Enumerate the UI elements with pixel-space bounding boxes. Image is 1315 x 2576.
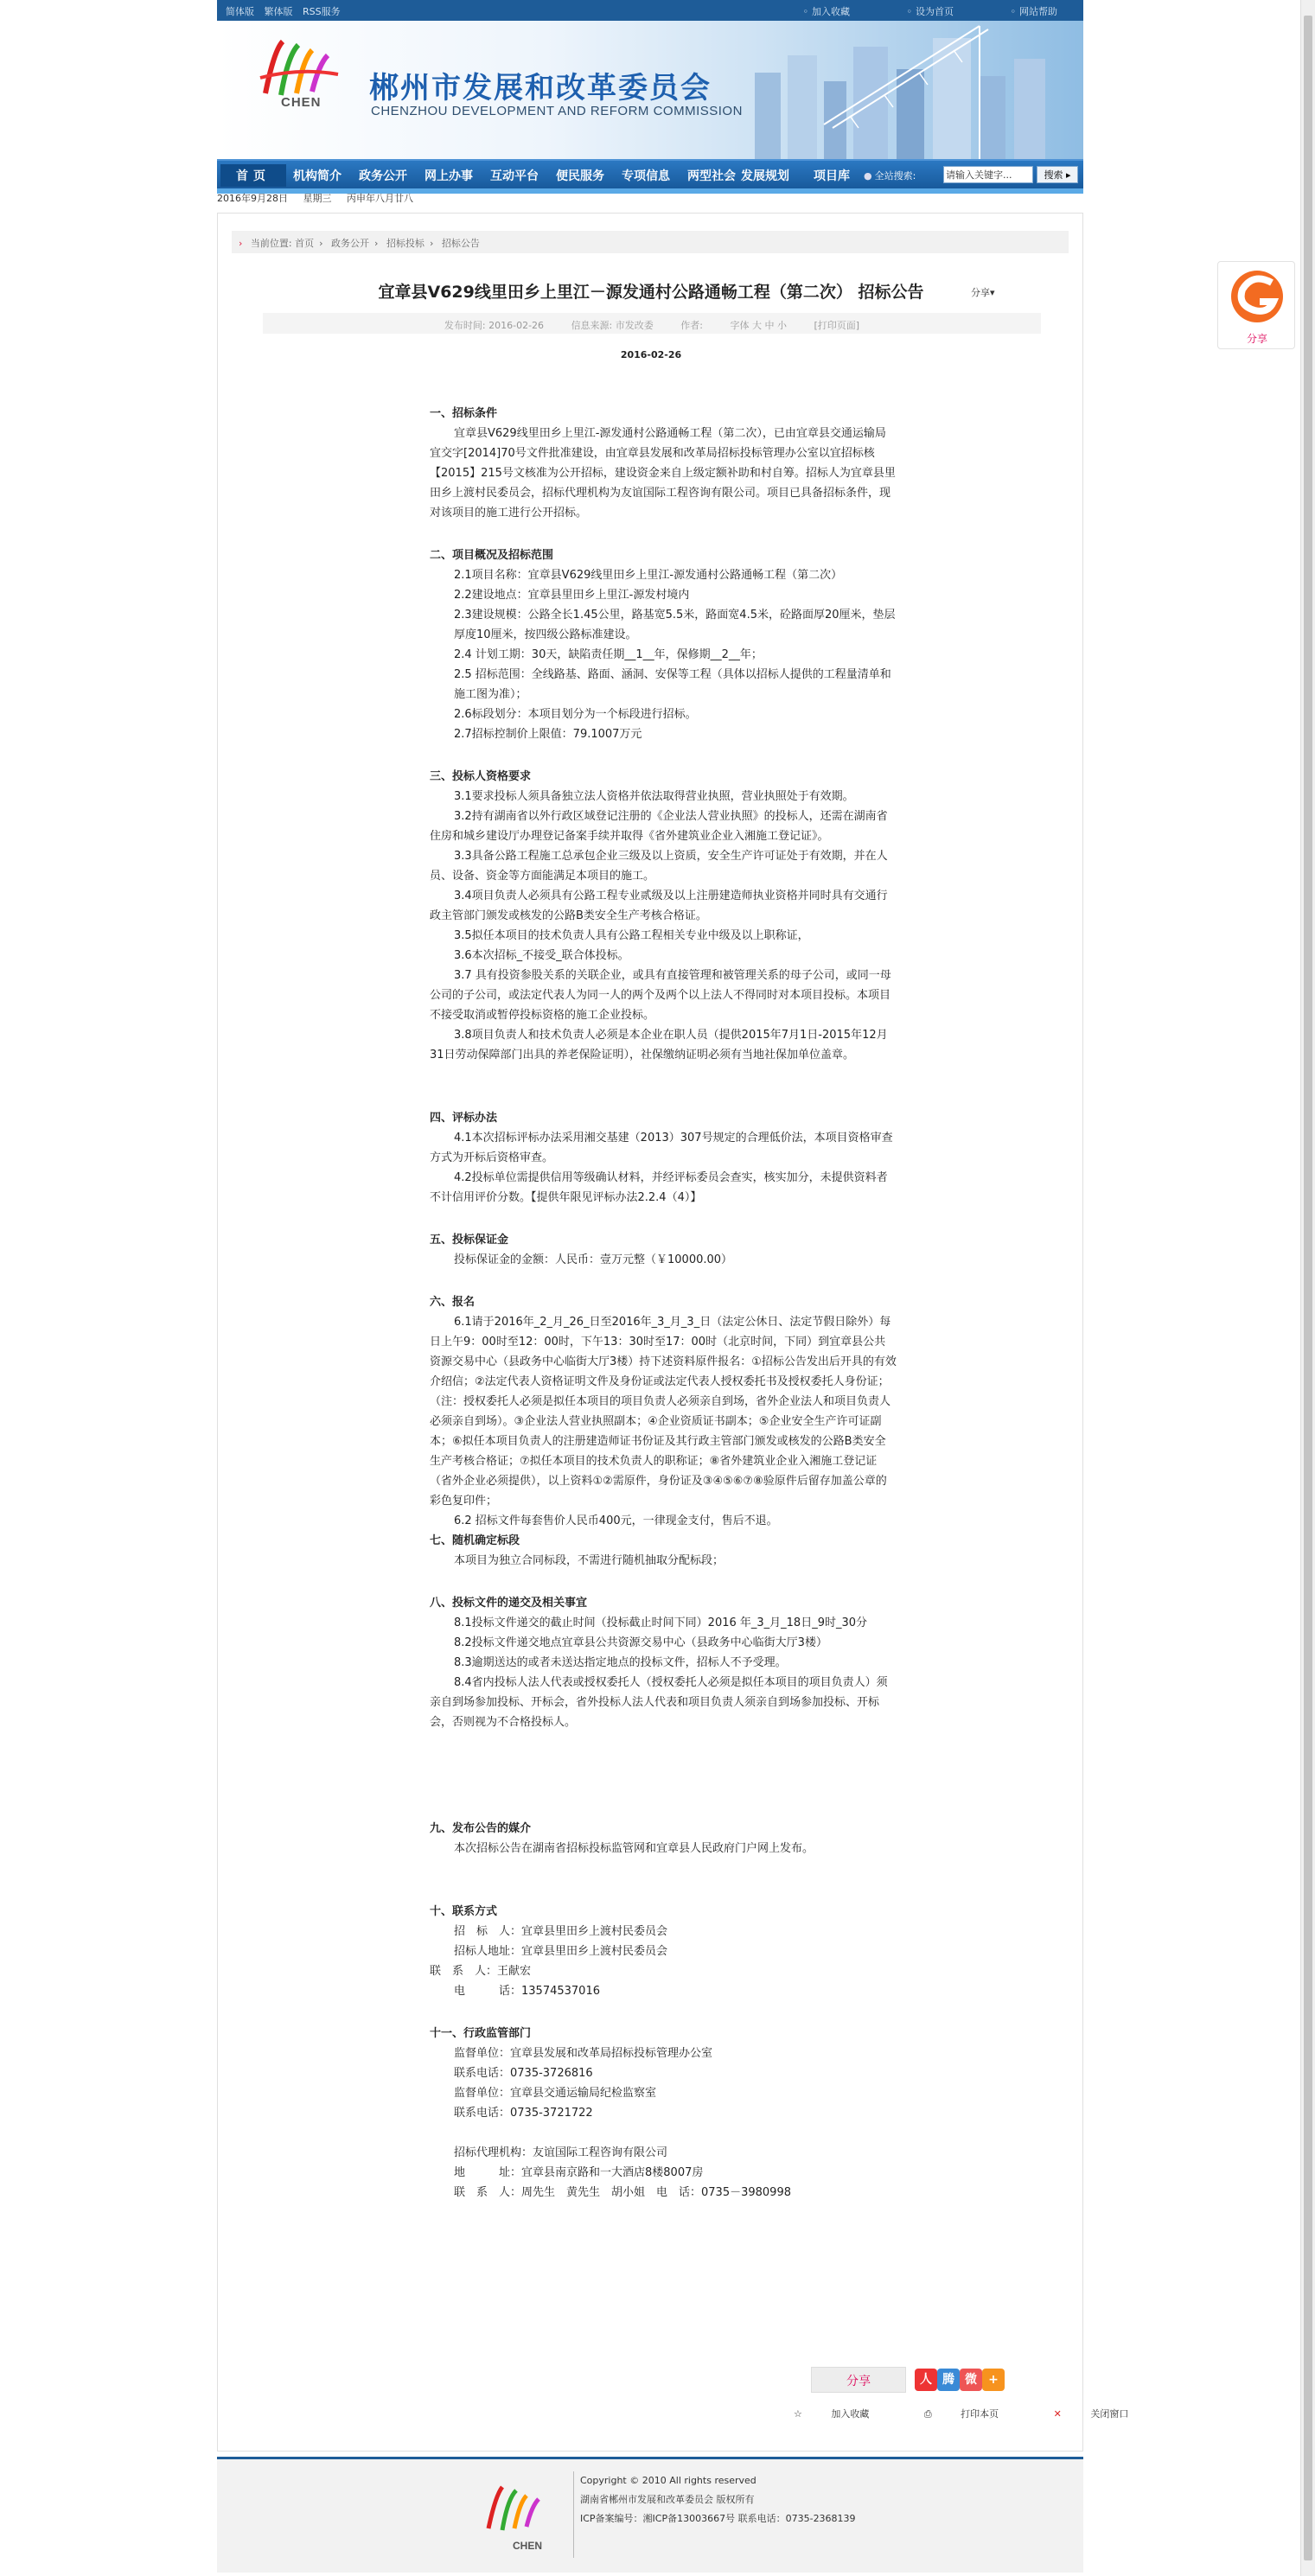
- section-heading: 十一、行政监管部门: [430, 2027, 532, 2040]
- chevron-down-icon: ▾: [990, 287, 995, 298]
- nav-special[interactable]: 专项信息: [622, 169, 670, 183]
- nav-online[interactable]: 网上办事: [425, 169, 473, 183]
- paragraph: 招标人地址：宜章县里田乡上渡村民委员会: [454, 1945, 668, 1958]
- paragraph: [430, 2123, 897, 2143]
- crumb-notice[interactable]: 招标公告: [441, 238, 480, 249]
- paragraph: 2.4 计划工期：30天，缺陷责任期__1__年，保修期__2__年；: [454, 648, 763, 661]
- section-heading: 一、招标条件: [430, 407, 498, 420]
- renren-share-icon[interactable]: 人: [915, 2369, 937, 2391]
- paragraph: 地 址：宜章县南京路和一大酒店8楼8007房: [454, 2166, 704, 2179]
- top-strip: [217, 0, 1083, 21]
- paragraph: 4.2投标单位需提供信用等级确认材料，并经评标委员会查实，核实加分，未提供资料者不计信用评价分数。【提供年限见评标办法2.2.4（4）】: [430, 1171, 888, 1204]
- tencent-share-icon[interactable]: 腾: [937, 2369, 960, 2391]
- section-heading: 七、随机确定标段: [430, 1534, 520, 1547]
- close-icon: ✕: [1053, 2408, 1065, 2420]
- nav-service[interactable]: 便民服务: [556, 169, 604, 183]
- link-traditional[interactable]: 繁体版: [264, 6, 293, 17]
- paragraph: 监督单位：宜章县发展和改革局招标投标管理办公室: [454, 2047, 713, 2060]
- breadcrumb-arrow-icon: ›: [239, 238, 243, 249]
- logo-caption: CHEN: [281, 95, 322, 110]
- tool-favorite[interactable]: ☆ 加入收藏: [794, 2408, 870, 2420]
- svg-text:CHEN: CHEN: [513, 2540, 543, 2552]
- article-share-button[interactable]: 分享▾: [971, 287, 995, 298]
- scrollbar-thumb[interactable]: [1304, 16, 1312, 2560]
- crumb-home[interactable]: 首页: [295, 238, 315, 249]
- paragraph: 8.2投标文件递交地点宜章县公共资源交易中心（县政务中心临街大厅3楼）: [454, 1636, 827, 1649]
- paragraph: 2.1项目名称：宜章县V629线里田乡上里江-源发通村公路通畅工程（第二次）: [454, 569, 843, 582]
- print-link[interactable]: [打印页面]: [814, 320, 860, 331]
- paragraph: 3.2持有湖南省以外行政区域登记注册的《企业法人营业执照》的投标人，还需在湖南省住房和城乡建设厅办理登记备案手续并取得《省外建筑业企业入湘施工登记证》。: [430, 810, 888, 843]
- paragraph: 3.7 具有投资参股关系的关联企业，或具有直接管理和被管理关系的母子公司，或同一母公司的子公司，或法定代表人为同一人的两个及两个以上法人不得同时对本项目投标。本项目不接受取消或暂停投标资格的施工企业投标。: [430, 969, 891, 1022]
- paragraph: 联 系 人：周先生 黄先生 胡小姐 电 话：0735－3980998: [454, 2186, 791, 2199]
- link-add-favorite[interactable]: ◦ 加入收藏: [803, 6, 851, 17]
- breadcrumb: › 当前位置: 首页 › 政务公开 › 招标投标 › 招标公告: [232, 231, 1069, 253]
- paragraph: 电 话：13574537016: [454, 1985, 600, 1998]
- paragraph: 联系电话：0735-3726816: [454, 2067, 593, 2080]
- paragraph: 本次招标公告在湖南省招标投标监管网和宜章县人民政府门户网上发布。: [454, 1842, 814, 1855]
- nav-gov-open[interactable]: 政务公开: [359, 169, 407, 183]
- paragraph: 联系电话：0735-3721722: [454, 2107, 593, 2120]
- nav-org[interactable]: 机构简介: [293, 169, 342, 183]
- footer-logo-icon: [476, 2480, 558, 2554]
- skyline-illustration-icon: [720, 21, 1083, 159]
- paragraph: 2.2建设地点：宜章县里田乡上里江-源发村境内: [454, 589, 690, 602]
- section-heading: 三、投标人资格要求: [430, 770, 532, 783]
- top-left-links: [226, 4, 348, 18]
- link-rss[interactable]: RSS服务: [303, 6, 341, 17]
- paragraph: 联 系 人：王献宏: [430, 1965, 532, 1978]
- side-share-button[interactable]: 分享: [1217, 261, 1295, 349]
- paragraph: 2.6标段划分：本项目划分为一个标段进行招标。: [454, 708, 697, 721]
- site-banner: [217, 21, 1083, 159]
- paragraph: 8.4省内投标人法人代表或授权委托人（授权委托人必须是拟任本项目的项目负责人）须亲自到场参加投标、开标会，省外投标人法人代表和项目负责人须亲自到场参加投标、开标会，否则视为不合格投标人。: [430, 1676, 888, 1729]
- site-footer: [217, 2457, 1083, 2573]
- section-heading: 二、项目概况及招标范围: [430, 549, 554, 562]
- paragraph: 2.3建设规模：公路全长1.45公里，路基宽5.5米，路面宽4.5米，砼路面厚20厘米，垫层厚度10厘米，按四级公路标准建设。: [454, 609, 896, 641]
- paragraph: 2.7招标控制价上限值：79.1007万元: [454, 728, 642, 741]
- tool-close[interactable]: ✕ 关闭窗口: [1053, 2408, 1129, 2420]
- top-right-links: [750, 4, 1058, 18]
- share-swirl-icon: [1218, 262, 1296, 331]
- content-panel: [217, 213, 1083, 2452]
- main-nav: [217, 159, 1083, 188]
- section-heading: 四、评标办法: [430, 1112, 498, 1125]
- site-title: 郴州市发展和改革委员会: [369, 71, 712, 105]
- paragraph: 2.5 招标范围：全线路基、路面、涵洞、安保等工程（具体以招标人提供的工程量清单和施工图为准）；: [454, 668, 891, 701]
- share-bar: [811, 2367, 1001, 2396]
- search-label: ● 全站搜索:: [864, 169, 938, 182]
- dateline: 2016年9月28日 星期三 丙申年八月廿八: [217, 193, 413, 204]
- nav-home[interactable]: 首页: [220, 164, 286, 187]
- nav-project[interactable]: 项目库: [814, 169, 850, 183]
- paragraph: 6.1请于2016年_2_月_26_日至2016年_3_月_3_日（法定公休日、法定节假日除外）每日上午9：00时至12：00时，下午13：30时至17：00时（北京时间，下同）到宜章县公共资源交易中心（县政务中心临街大厅3楼）持下述资料原件报名：①招标公告发出后开具的有效介绍信；②法定代表人资格证明文件及身份证或法定代表人授权委托书及授权委托人身份证；（注：授权委托人必须是拟任本项目的项目负责人必须亲自到场，省外企业法人和项目负责人必须亲自到场）。③企业法人营业执照副本；④企业资质证书副本；⑤企业安全生产许可证副本；⑥拟任本项目负责人的注册建造师证书份证及其行政主管部门颁发或核发的公路B类安全生产考核合格证；⑦拟任本项目的技术负责人的职称证；⑧省外建筑业企业入湘施工登记证（省外企业必须提供），以上资料①②需原件，身份证及③④⑤⑥⑦⑧验原件后留存加盖公章的彩色复印件；: [430, 1316, 897, 1508]
- paragraph: 4.1本次招标评标办法采用湘交基建（2013）307号规定的合理低价法，本项目资格审查方式为开标后资格审查。: [430, 1132, 893, 1164]
- share-bar-button[interactable]: 分享: [811, 2367, 906, 2393]
- paragraph: 3.8项目负责人和技术负责人必须是本企业在职人员（提供2015年7月1日-2015年12月31日劳动保障部门出具的养老保险证明），社保缴纳证明必须有当地社保加单位盖章。: [430, 1029, 888, 1062]
- paragraph: 8.3逾期送达的或者未送达指定地点的投标文件，招标人不予受理。: [454, 1656, 787, 1669]
- search-button[interactable]: 搜索 ▸: [1037, 166, 1078, 183]
- site-logo-icon: [248, 33, 352, 137]
- section-heading: 八、投标文件的递交及相关事宜: [430, 1597, 588, 1610]
- paragraph: 3.6本次招标_不接受_联合体投标。: [454, 949, 629, 962]
- footer-text: Copyright © 2010 All rights reserved 湖南省郴州市发展和改革委员会 版权所有 ICP备案编号：湘ICP备13003667号 联系电话：0735-2368139: [580, 2475, 856, 2524]
- font-size-control[interactable]: 字体 大 中 小: [730, 320, 787, 331]
- paragraph: 监督单位：宜章县交通运输局纪检监察室: [454, 2087, 657, 2100]
- page-scrollbar[interactable]: [1300, 0, 1315, 2576]
- paragraph: 3.3具备公路工程施工总承包企业三级及以上资质，安全生产许可证处于有效期，并在人员、设备、资金等方面能满足本项目的施工。: [430, 850, 888, 883]
- paragraph: 投标保证金的金额：人民币：壹万元整（￥10000.00）: [454, 1253, 733, 1266]
- section-heading: 五、投标保证金: [430, 1234, 509, 1247]
- weibo-share-icon[interactable]: 微: [960, 2369, 982, 2391]
- site-subtitle: CHENZHOU DEVELOPMENT AND REFORM COMMISSION: [371, 104, 743, 118]
- paragraph: 3.5拟任本项目的技术负责人具有公路工程相关专业中级及以上职称证，: [454, 929, 809, 942]
- star-icon: ☆: [794, 2408, 806, 2420]
- paragraph: 3.1要求投标人须具备独立法人资格并依法取得营业执照，营业执照处于有效期。: [454, 790, 854, 803]
- link-set-homepage[interactable]: ◦ 设为首页: [907, 6, 954, 17]
- article-body: [430, 404, 897, 2203]
- link-site-help[interactable]: ◦ 网站帮助: [1011, 6, 1058, 17]
- paragraph: 宜章县V629线里田乡上里江-源发通村公路通畅工程（第二次），已由宜章县交通运输局宜交字[2014]70号文件批准建设，由宜章县发展和改革局招标投标管理办公室以宜招标核【2015】215号文核准为公开招标，建设资金来自上级定额补助和村自筹。招标人为宜章县里田乡上渡村民委员会，招标代理机构为友谊国际工程咨询有限公司。项目已具备招标条件，现对该项目的施工进行公开招标。: [430, 427, 896, 520]
- paragraph: 招标代理机构：友谊国际工程咨询有限公司: [454, 2146, 668, 2159]
- nav-twotype[interactable]: 两型社会: [687, 169, 736, 183]
- paragraph: 本项目为独立合同标段，不需进行随机抽取分配标段；: [454, 1554, 725, 1567]
- printer-icon: ⎙: [923, 2408, 935, 2420]
- section-heading: 六、报名: [430, 1296, 476, 1309]
- paragraph: 招 标 人：宜章县里田乡上渡村民委员会: [454, 1925, 668, 1938]
- nav-plan[interactable]: 发展规划: [741, 169, 789, 183]
- section-heading: 十、联系方式: [430, 1905, 498, 1918]
- nav-interact[interactable]: 互动平台: [490, 169, 539, 183]
- article-title: 宜章县V629线里田乡上里江－源发通村公路通畅工程（第二次） 招标公告: [378, 283, 924, 302]
- article-tools: [794, 2407, 1180, 2420]
- footer-divider: [573, 2471, 574, 2558]
- section-heading: 九、发布公告的媒介: [430, 1822, 532, 1835]
- search-input[interactable]: [943, 166, 1033, 183]
- paragraph: 3.4项目负责人必须具有公路工程专业贰级及以上注册建造师执业资格并同时具有交通行政主管部门颁发或核发的公路B类安全生产考核合格证。: [430, 889, 888, 922]
- more-share-icon[interactable]: +: [982, 2369, 1005, 2391]
- crumb-bid[interactable]: 招标投标: [386, 238, 425, 249]
- publish-date: 2016-02-26: [620, 349, 682, 360]
- paragraph: 6.2 招标文件每套售价人民币400元，一律现金支付，售后不退。: [454, 1514, 778, 1527]
- crumb-gov[interactable]: 政务公开: [331, 238, 370, 249]
- link-simplified[interactable]: 简体版: [226, 6, 254, 17]
- paragraph: 8.1投标文件递交的截止时间（投标截止时间下同）2016 年_3_月_18日_9时_30分: [454, 1616, 868, 1629]
- tool-print[interactable]: ⎙ 打印本页: [923, 2408, 999, 2420]
- article-meta: 发布时间: 2016-02-26 信息来源: 市发改委 作者: 字体 大 中 小 [打印页面]: [263, 313, 1041, 334]
